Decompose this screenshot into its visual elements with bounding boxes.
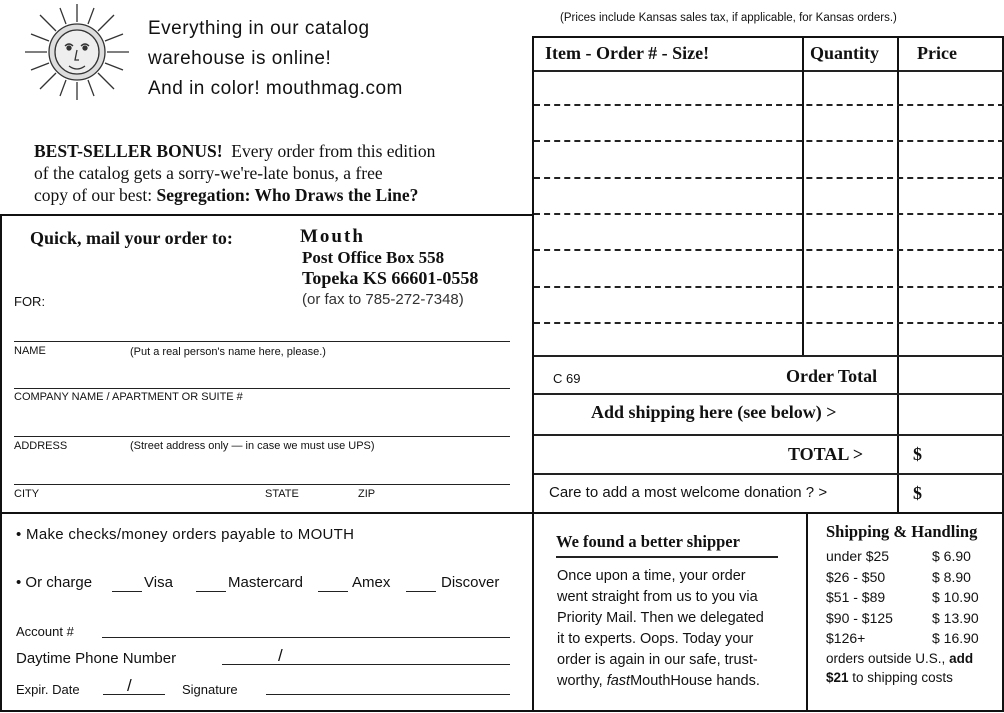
- rate-range: $126+: [826, 630, 866, 646]
- name-hint: (Put a real person's name here, please.): [130, 346, 326, 358]
- amex-blank[interactable]: [318, 591, 348, 592]
- outside-us-add: add: [949, 650, 974, 666]
- tax-note: (Prices include Kansas sales tax, if applicable, for Kansas orders.): [560, 12, 897, 24]
- header-line-1: Everything in our catalog: [148, 18, 370, 39]
- for-label: FOR:: [14, 294, 46, 309]
- price-column-rule: [897, 38, 899, 512]
- header-line-2: warehouse is online!: [148, 48, 332, 69]
- header-line-3: And in color! mouthmag.com: [148, 78, 403, 99]
- address-box: [0, 214, 534, 514]
- shipper-line-4: it to experts. Oops. Today your: [557, 631, 754, 647]
- item-row[interactable]: [534, 104, 1004, 106]
- donation-label: Care to add a most welcome donation ? >: [549, 484, 828, 501]
- shipper-fast: fast: [606, 673, 631, 689]
- address-line[interactable]: [14, 484, 510, 485]
- address-hint: (Street address only — in case we must use UPS): [130, 440, 375, 452]
- bonus-book-title: Segregation: Who Draws the Line?: [156, 185, 419, 205]
- rate-cost: $ 16.90: [932, 630, 979, 646]
- phone-slash: /: [278, 646, 283, 665]
- col-price-header: Price: [917, 43, 957, 63]
- shipping-value[interactable]: [899, 395, 1002, 435]
- rate-row: [826, 546, 996, 567]
- phone-label: Daytime Phone Number: [16, 650, 177, 667]
- order-total-label: Order Total: [786, 366, 878, 386]
- shipper-line-1: Once upon a time, your order: [557, 568, 746, 584]
- for-line[interactable]: [14, 341, 510, 342]
- state-label: STATE: [265, 488, 299, 500]
- col-item-header: Item - Order # - Size!: [545, 43, 710, 63]
- shipping-label: Add shipping here (see below) >: [591, 402, 837, 422]
- col-qty-header: Quantity: [810, 43, 880, 63]
- mail-name: Mouth: [300, 226, 365, 247]
- mail-fax: (or fax to 785-272-7348): [302, 291, 464, 308]
- phone-line[interactable]: [222, 664, 510, 665]
- signature-label: Signature: [182, 682, 238, 697]
- account-label: Account #: [16, 624, 74, 639]
- rate-cost: $ 10.90: [932, 589, 979, 605]
- rate-row: [826, 587, 996, 608]
- mastercard-label: Mastercard: [228, 574, 304, 591]
- donation-dollar[interactable]: $: [913, 483, 922, 503]
- zip-label: ZIP: [358, 488, 376, 500]
- mail-label: Quick, mail your order to:: [30, 228, 233, 248]
- table-header-rule: [534, 70, 1004, 72]
- name-label: NAME: [14, 345, 46, 357]
- shipper-title-underline: [556, 556, 778, 558]
- signature-line[interactable]: [266, 694, 510, 695]
- shipping-handling-title: Shipping & Handling: [826, 522, 978, 541]
- checks-note: • Make checks/money orders payable to MOUTH: [16, 526, 355, 543]
- address-label: ADDRESS: [14, 440, 68, 452]
- amex-label: Amex: [352, 574, 391, 591]
- rate-row: [826, 628, 996, 649]
- mastercard-blank[interactable]: [196, 591, 226, 592]
- donation-rule: [534, 473, 1004, 475]
- catalog-code: C 69: [553, 371, 581, 386]
- discover-blank[interactable]: [406, 591, 436, 592]
- rate-cost: $ 6.90: [932, 548, 971, 564]
- bonus-section: [34, 140, 514, 206]
- outside-us-amount: $21: [826, 669, 849, 685]
- total-rule: [534, 434, 1004, 436]
- rate-row: [826, 567, 996, 588]
- charge-label: • Or charge: [16, 574, 93, 591]
- rate-row: [826, 608, 996, 629]
- discover-label: Discover: [441, 574, 500, 591]
- item-row[interactable]: [534, 140, 1004, 142]
- item-row[interactable]: [534, 322, 1004, 324]
- bonus-text-3: copy of our best:: [34, 185, 153, 205]
- expir-line[interactable]: [103, 694, 165, 695]
- shipper-line-6: worthy,: [557, 673, 603, 689]
- account-line[interactable]: [102, 637, 510, 638]
- bonus-text-2: of the catalog gets a sorry-we're-late bonus, a free: [34, 163, 383, 183]
- shipper-line-2: went straight from us to you via: [557, 589, 758, 605]
- outside-us-text: orders outside U.S.,: [826, 650, 946, 666]
- rate-range: $26 - $50: [826, 568, 886, 585]
- company-line[interactable]: [14, 436, 510, 437]
- order-table: [532, 36, 1004, 514]
- name-line[interactable]: [14, 388, 510, 389]
- rate-range: under $25: [826, 548, 890, 564]
- mail-address-1: Post Office Box 558: [302, 248, 445, 267]
- order-total-value[interactable]: [899, 357, 1002, 393]
- city-label: CITY: [14, 488, 40, 500]
- total-label: TOTAL >: [788, 444, 864, 464]
- visa-blank[interactable]: [112, 591, 142, 592]
- expir-slash: /: [127, 676, 132, 695]
- item-row[interactable]: [534, 177, 1004, 179]
- item-row[interactable]: [534, 213, 1004, 215]
- mail-address-2: Topeka KS 66601-0558: [302, 268, 479, 288]
- item-row[interactable]: [534, 249, 1004, 251]
- visa-label: Visa: [144, 574, 173, 591]
- qty-column-rule: [802, 38, 804, 356]
- shipper-line-3: Priority Mail. Then we delegated: [557, 610, 764, 626]
- outside-us-note-2: [826, 668, 996, 687]
- rate-range: $90 - $125: [826, 609, 893, 626]
- sun-face-icon: [22, 2, 132, 102]
- rate-cost: $ 8.90: [932, 568, 971, 585]
- total-dollar[interactable]: $: [913, 444, 922, 464]
- shipping-rates: [826, 546, 996, 687]
- item-row[interactable]: [534, 286, 1004, 288]
- rate-range: $51 - $89: [826, 589, 886, 605]
- shipper-title: We found a better shipper: [556, 532, 740, 551]
- shipper-text: [557, 566, 797, 692]
- outside-us-note: [826, 649, 996, 668]
- shipper-line-5: order is again in our safe, trust-: [557, 652, 758, 668]
- shipper-line-6-end: MouthHouse hands.: [630, 673, 760, 689]
- outside-us-post: to shipping costs: [852, 669, 953, 685]
- rate-cost: $ 13.90: [932, 609, 979, 626]
- company-label: COMPANY NAME / APARTMENT OR SUITE #: [14, 391, 243, 403]
- bonus-text-1: Every order from this edition: [231, 141, 436, 161]
- bonus-title: BEST-SELLER BONUS!: [34, 141, 223, 161]
- expir-label: Expir. Date: [16, 682, 80, 697]
